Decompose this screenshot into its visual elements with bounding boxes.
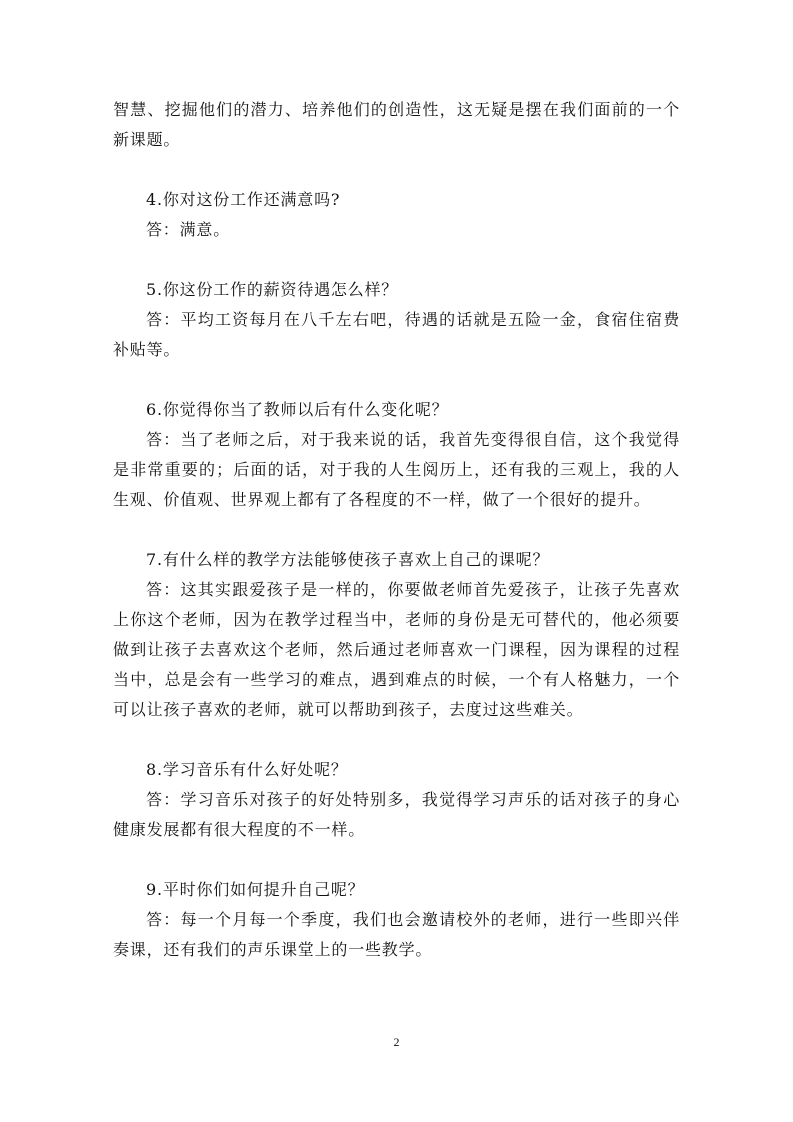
question-9: 9.平时你们如何提升自己呢？ — [146, 880, 365, 899]
answer-9: 答：每一个月每一个季度，我们也会邀请校外的老师，进行一些即兴伴奏课，还有我们的声乐课堂上的一些教学。 — [113, 910, 680, 959]
body-text — [113, 95, 680, 965]
answer-4: 答：满意。 — [146, 220, 231, 239]
answer-5: 答：平均工资每月在八千左右吧，待遇的话就是五险一金，食宿住宿费补贴等。 — [113, 310, 680, 359]
question-7: 7.有什么样的教学方法能够使孩子喜欢上自己的课呢？ — [146, 550, 550, 569]
question-5: 5.你这份工作的薪资待遇怎么样？ — [146, 280, 399, 299]
paragraph-continuation: 智慧、挖掘他们的潜力、培养他们的创造性，这无疑是摆在我们面前的一个新课题。 — [113, 100, 680, 149]
page-number: 2 — [393, 1035, 400, 1049]
question-8: 8.学习音乐有什么好处呢？ — [146, 760, 348, 779]
answer-8: 答：学习音乐对孩子的好处特别多，我觉得学习声乐的话对孩子的身心健康发展都有很大程度的不一样。 — [113, 790, 680, 839]
answer-6: 答：当了老师之后，对于我来说的话，我首先变得很自信，这个我觉得是非常重要的；后面的话，对于我的人生阅历上，还有我的三观上，我的人生观、价值观、世界观上都有了各程度的不一样，做了一个很好的提升。 — [113, 430, 680, 509]
answer-7: 答：这其实跟爱孩子是一样的，你要做老师首先爱孩子，让孩子先喜欢上你这个老师，因为在教学过程当中，老师的身份是无可替代的，他必须要做到让孩子去喜欢这个老师，然后通过老师喜欢一门课程，因为课程的过程当中，总是会有一些学习的难点，遇到难点的时候，一个有人格魅力，一个可以让孩子喜欢的老师，就可以帮助到孩子，去度过这些难关。 — [113, 580, 680, 719]
question-4: 4.你对这份工作还满意吗? — [146, 190, 341, 209]
question-6: 6.你觉得你当了教师以后有什么变化呢？ — [146, 400, 449, 419]
